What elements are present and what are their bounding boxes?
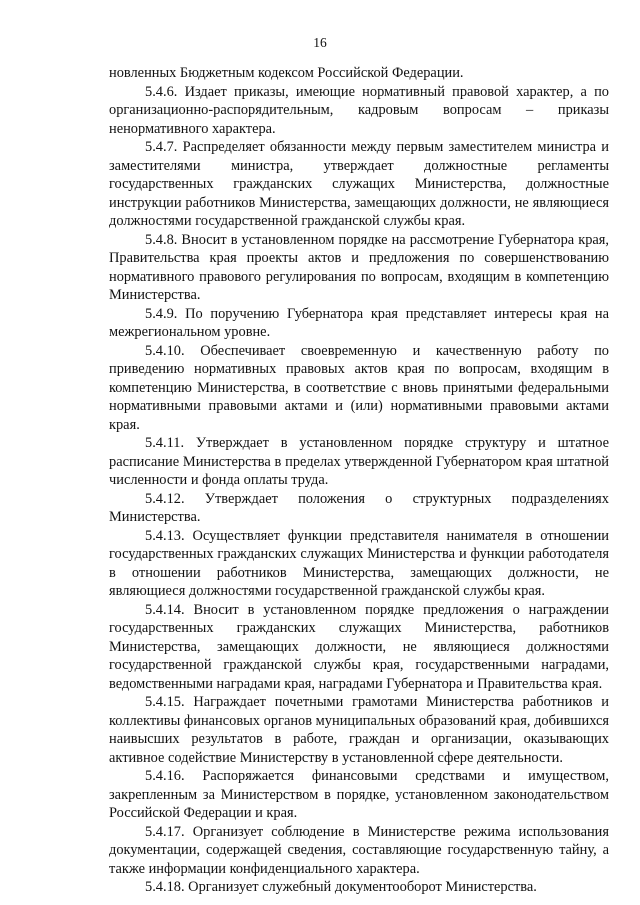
paragraph-5-4-12: 5.4.12. Утверждает положения о структурных подразделениях Министерства. [109, 490, 609, 525]
document-body [109, 64, 609, 897]
paragraph-5-4-17: 5.4.17. Организует соблюдение в Министерстве режима использования документации, содержащей сведения, составляющие государственную тайну, а также информации конфиденциального характера. [109, 823, 609, 877]
paragraph-5-4-14: 5.4.14. Вносит в установленном порядке предложения о награждении государственных гражданских служащих Министерства, работников Министерства, замещающих должности, не являющиеся должностями государственной гражданской службы края, государственными наградами, ведомственными наградами края, наградами Губернатора и Правительства края. [109, 601, 609, 692]
paragraph-5-4-11: 5.4.11. Утверждает в установленном порядке структуру и штатное расписание Министерства в пределах утвержденной Губернатором края штатной численности и фонда оплаты труда. [109, 435, 609, 488]
paragraph-continuation: новленных Бюджетным кодексом Российской Федерации. [109, 65, 464, 81]
paragraph-5-4-8: 5.4.8. Вносит в установленном порядке на рассмотрение Губернатора края, Правительства края проекты актов и предложения по совершенствованию нормативного правового регулирования по вопросам, входящим в компетенцию Министерства. [109, 231, 609, 303]
page-number: 16 [313, 35, 327, 50]
paragraph-5-4-18: 5.4.18. Организует служебный документооборот Министерства. [145, 879, 537, 895]
paragraph-5-4-10: 5.4.10. Обеспечивает своевременную и качественную работу по приведению нормативных правовых актов края по вопросам, входящим в компетенцию Министерства, в соответствие с вновь принятыми федеральными нормативными правовыми актами и (или) нормативными правовыми актами края. [109, 342, 609, 433]
paragraph-5-4-15: 5.4.15. Награждает почетными грамотами Министерства работников и коллективы финансовых органов муниципальных образований края, добившихся наивысших результатов в работе, граждан и организации, оказывающих активное содействие Министерству в установленной сфере деятельности. [109, 694, 609, 766]
paragraph-5-4-7: 5.4.7. Распределяет обязанности между первым заместителем министра и заместителями министра, утверждает должностные регламенты государственных гражданских служащих Министерства, должностные инструкции работников Министерства, замещающих должности, не являющиеся должностями государственной гражданской службы края. [109, 139, 609, 229]
paragraph-5-4-16: 5.4.16. Распоряжается финансовыми средствами и имуществом, закрепленным за Министерством в порядке, установленном законодательством Российской Федерации и края. [109, 768, 609, 821]
paragraph-5-4-13: 5.4.13. Осуществляет функции представителя нанимателя в отношении государственных гражданских служащих Министерства и функции работодателя в отношении работников Министерства, замещающих должности, не являющиеся должностями государственной гражданской службы края. [109, 527, 609, 599]
paragraph-5-4-6: 5.4.6. Издает приказы, имеющие нормативный правовой характер, а по организационно-распорядительным, кадровым вопросам – приказы ненормативного характера. [109, 83, 609, 137]
paragraph-5-4-9: 5.4.9. По поручению Губернатора края представляет интересы края на межрегиональном уровне. [109, 305, 609, 340]
